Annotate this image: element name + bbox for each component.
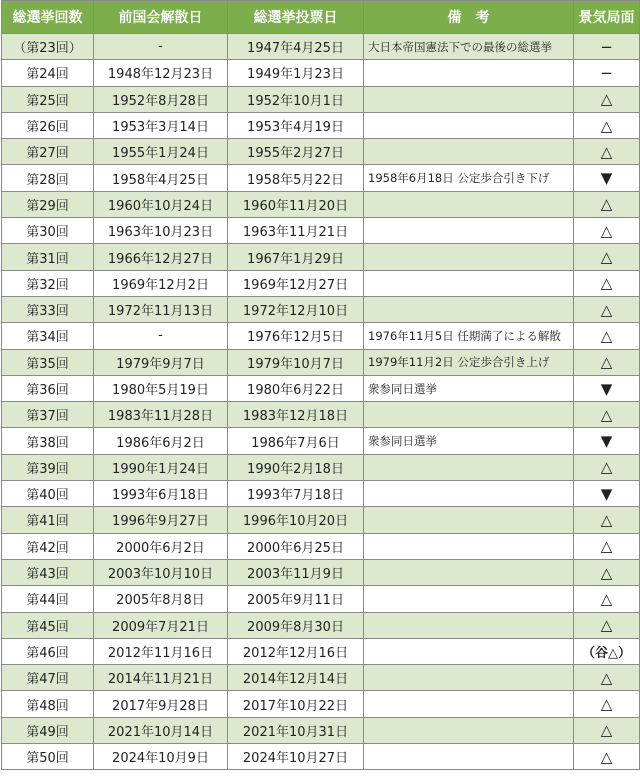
cell-election-date: 2021年10月31日 [228,717,364,743]
table-row [2,717,640,743]
cell-dissolution-date: 1952年8月28日 [94,86,228,112]
cell-dissolution-date: 2005年8月8日 [94,586,228,612]
cell-economic-phase: △ [574,191,640,217]
cell-election-date: 1983年12月18日 [228,402,364,428]
table-row [2,34,640,60]
cell-economic-phase: − [574,60,640,86]
cell-economic-phase: △ [574,586,640,612]
cell-election-date: 2005年9月11日 [228,586,364,612]
header-remarks: 備 考 [364,1,574,34]
cell-dissolution-date: - [94,34,228,60]
cell-election-number: 第32回 [2,270,94,296]
cell-dissolution-date: 1969年12月2日 [94,270,228,296]
cell-election-number: 第25回 [2,86,94,112]
cell-economic-phase: △ [574,744,640,770]
cell-dissolution-date: 1980年5月19日 [94,375,228,401]
cell-economic-phase: ▼ [574,428,640,454]
cell-dissolution-date: 1979年9月7日 [94,349,228,375]
cell-election-number: 第35回 [2,349,94,375]
cell-election-number: 第31回 [2,244,94,270]
cell-remark [364,402,574,428]
cell-election-number: 第36回 [2,375,94,401]
cell-election-date: 1967年1月29日 [228,244,364,270]
cell-dissolution-date: 1948年12月23日 [94,60,228,86]
cell-economic-phase: △ [574,218,640,244]
cell-remark [364,191,574,217]
table-row [2,559,640,585]
cell-economic-phase: △ [574,296,640,322]
cell-dissolution-date: 2021年10月14日 [94,717,228,743]
table-row [2,691,640,717]
election-table [1,0,640,770]
cell-remark [364,586,574,612]
cell-dissolution-date: 1960年10月24日 [94,191,228,217]
cell-economic-phase: （谷△） [574,638,640,664]
cell-election-date: 2014年12月14日 [228,665,364,691]
cell-remark [364,218,574,244]
header-election-date: 総選挙投票日 [228,1,364,34]
cell-remark [364,638,574,664]
cell-remark [364,559,574,585]
table-row [2,323,640,349]
cell-election-date: 1960年11月20日 [228,191,364,217]
cell-dissolution-date: - [94,323,228,349]
cell-remark [364,454,574,480]
cell-remark [364,296,574,322]
cell-dissolution-date: 1986年6月2日 [94,428,228,454]
cell-economic-phase: △ [574,244,640,270]
cell-remark: 1976年11月5日 任期満了による解散 [364,323,574,349]
table-row [2,218,640,244]
cell-dissolution-date: 1972年11月13日 [94,296,228,322]
cell-election-date: 1980年6月22日 [228,375,364,401]
cell-election-number: 第29回 [2,191,94,217]
cell-election-date: 1986年7月6日 [228,428,364,454]
table-header [2,1,640,34]
cell-economic-phase: △ [574,112,640,138]
cell-dissolution-date: 2009年7月21日 [94,612,228,638]
cell-election-number: 第45回 [2,612,94,638]
table-row [2,454,640,480]
cell-remark [364,717,574,743]
cell-dissolution-date: 2003年10月10日 [94,559,228,585]
cell-election-number: 第43回 [2,559,94,585]
cell-dissolution-date: 1983年11月28日 [94,402,228,428]
cell-election-date: 1963年11月21日 [228,218,364,244]
cell-economic-phase: △ [574,612,640,638]
cell-election-number: 第28回 [2,165,94,191]
cell-election-date: 1972年12月10日 [228,296,364,322]
cell-dissolution-date: 1955年1月24日 [94,139,228,165]
cell-election-number: 第38回 [2,428,94,454]
table-row [2,586,640,612]
cell-remark [364,507,574,533]
cell-election-number: 第33回 [2,296,94,322]
table-row [2,139,640,165]
cell-dissolution-date: 2017年9月28日 [94,691,228,717]
cell-election-date: 1979年10月7日 [228,349,364,375]
cell-election-number: 第50回 [2,744,94,770]
cell-election-number: 第39回 [2,454,94,480]
table-row [2,244,640,270]
table-row [2,60,640,86]
cell-economic-phase: ▼ [574,165,640,191]
cell-economic-phase: △ [574,270,640,296]
header-election-number: 総選挙回数 [2,1,94,34]
table-row [2,744,640,770]
cell-election-number: 第24回 [2,60,94,86]
table-body [2,34,640,770]
table-row [2,191,640,217]
cell-election-number: 第34回 [2,323,94,349]
header-economic-phase: 景気局面 [574,1,640,34]
cell-dissolution-date: 2000年6月2日 [94,533,228,559]
cell-remark: 1958年6月18日 公定歩合引き下げ [364,165,574,191]
table-row [2,165,640,191]
table-row [2,638,640,664]
cell-election-number: 第27回 [2,139,94,165]
table-row [2,428,640,454]
cell-election-number: 第26回 [2,112,94,138]
cell-election-date: 1969年12月27日 [228,270,364,296]
cell-election-date: 2017年10月22日 [228,691,364,717]
cell-remark [364,612,574,638]
cell-dissolution-date: 1953年3月14日 [94,112,228,138]
cell-election-number: 第37回 [2,402,94,428]
cell-dissolution-date: 1963年10月23日 [94,218,228,244]
header-dissolution-date: 前国会解散日 [94,1,228,34]
cell-dissolution-date: 1996年9月27日 [94,507,228,533]
cell-economic-phase: ▼ [574,375,640,401]
cell-remark [364,270,574,296]
cell-election-number: 第44回 [2,586,94,612]
cell-remark [364,533,574,559]
cell-election-date: 1990年2月18日 [228,454,364,480]
cell-economic-phase: △ [574,717,640,743]
cell-dissolution-date: 2024年10月9日 [94,744,228,770]
table-row [2,270,640,296]
cell-remark [364,112,574,138]
cell-election-number: 第42回 [2,533,94,559]
table-row [2,481,640,507]
table-row [2,402,640,428]
cell-election-date: 1947年4月25日 [228,34,364,60]
cell-election-date: 1993年7月18日 [228,481,364,507]
cell-remark: 衆参同日選挙 [364,375,574,401]
header-row [2,1,640,34]
cell-remark [364,86,574,112]
cell-election-date: 1996年10月20日 [228,507,364,533]
cell-election-date: 2012年12月16日 [228,638,364,664]
cell-economic-phase: △ [574,533,640,559]
table-row [2,86,640,112]
cell-remark: 1979年11月2日 公定歩合引き上げ [364,349,574,375]
cell-dissolution-date: 1993年6月18日 [94,481,228,507]
election-table-container [1,0,639,770]
cell-economic-phase: △ [574,665,640,691]
cell-economic-phase: △ [574,323,640,349]
cell-election-date: 1953年4月19日 [228,112,364,138]
cell-remark [364,244,574,270]
cell-dissolution-date: 2014年11月21日 [94,665,228,691]
cell-election-date: 2009年8月30日 [228,612,364,638]
cell-election-number: 第41回 [2,507,94,533]
cell-remark [364,60,574,86]
cell-remark [364,139,574,165]
cell-election-date: 1955年2月27日 [228,139,364,165]
cell-remark [364,691,574,717]
cell-economic-phase: ▼ [574,481,640,507]
cell-election-number: 第47回 [2,665,94,691]
table-row [2,296,640,322]
cell-election-number: 第46回 [2,638,94,664]
cell-remark [364,665,574,691]
cell-election-date: 2024年10月27日 [228,744,364,770]
cell-election-date: 2000年6月25日 [228,533,364,559]
cell-remark: 大日本帝国憲法下での最後の総選挙 [364,34,574,60]
cell-economic-phase: △ [574,507,640,533]
cell-remark [364,744,574,770]
table-row [2,349,640,375]
cell-economic-phase: △ [574,454,640,480]
table-row [2,612,640,638]
cell-election-number: 第40回 [2,481,94,507]
cell-economic-phase: △ [574,86,640,112]
cell-economic-phase: − [574,34,640,60]
cell-dissolution-date: 1958年4月25日 [94,165,228,191]
table-row [2,112,640,138]
cell-election-number: 第49回 [2,717,94,743]
cell-election-number: （第23回） [2,34,94,60]
cell-economic-phase: △ [574,559,640,585]
cell-economic-phase: △ [574,139,640,165]
cell-remark: 衆参同日選挙 [364,428,574,454]
cell-election-date: 1958年5月22日 [228,165,364,191]
cell-economic-phase: △ [574,402,640,428]
cell-election-number: 第30回 [2,218,94,244]
table-row [2,507,640,533]
cell-remark [364,481,574,507]
table-row [2,375,640,401]
cell-election-date: 1952年10月1日 [228,86,364,112]
cell-election-date: 1949年1月23日 [228,60,364,86]
table-row [2,533,640,559]
cell-election-date: 2003年11月9日 [228,559,364,585]
cell-election-date: 1976年12月5日 [228,323,364,349]
cell-dissolution-date: 2012年11月16日 [94,638,228,664]
cell-economic-phase: △ [574,691,640,717]
table-row [2,665,640,691]
cell-dissolution-date: 1966年12月27日 [94,244,228,270]
cell-economic-phase: △ [574,349,640,375]
cell-election-number: 第48回 [2,691,94,717]
cell-dissolution-date: 1990年1月24日 [94,454,228,480]
